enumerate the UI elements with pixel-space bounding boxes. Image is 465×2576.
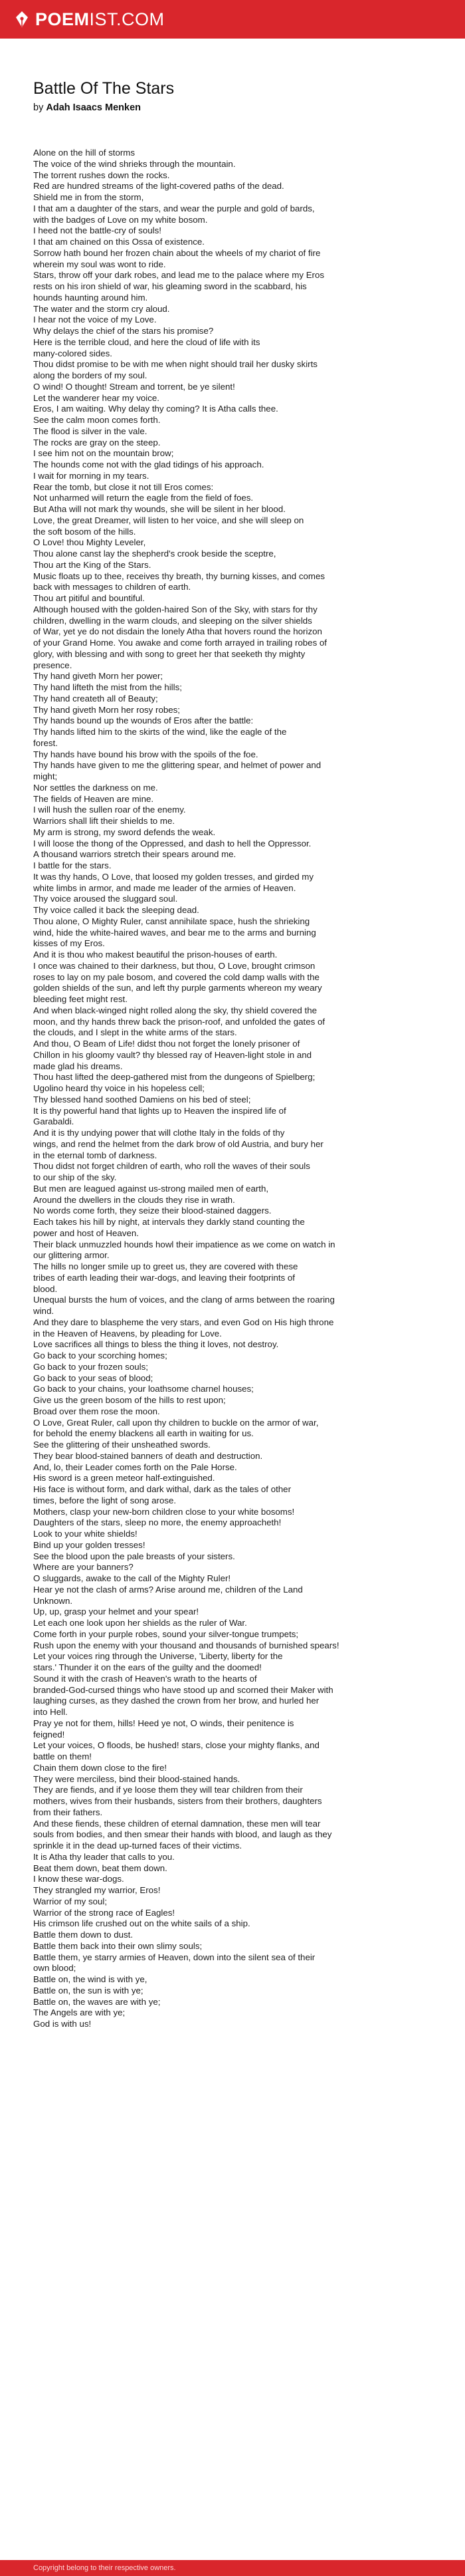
poem-line: Pray ye not for them, hills! Heed ye not, O winds, their penitence is (33, 1718, 294, 1728)
poem-line: Thy hands lifted him to the skirts of the wind, like the eagle of the (33, 727, 287, 737)
poem-line: I heed not the battle-cry of souls! (33, 225, 161, 236)
poem-line: Thou alone canst lay the shepherd's crook beside the sceptre, (33, 549, 276, 559)
poem-body (33, 148, 432, 2030)
poem-line: They strangled my warrior, Eros! (33, 1885, 161, 1895)
poem-line: into Hell. (33, 1707, 68, 1717)
poem-line: It is Atha thy leader that calls to you. (33, 1851, 175, 1862)
poem-line: white limbs in armor, and made me leader of the armies of Heaven. (33, 882, 296, 893)
site-footer (0, 2560, 465, 2576)
poem-line: roses to lay on my pale bosom, and covered the cold damp walls with the (33, 971, 320, 982)
poem-line: Alone on the hill of storms (33, 148, 135, 158)
poem-line: They are fiends, and if ye loose them they will tear children from their (33, 1785, 303, 1795)
poem-line: forest. (33, 737, 58, 748)
poem-line: glory, with blessing and with song to greet her that seeketh thy mighty (33, 648, 306, 659)
poem-line: Battle on, the wind is with ye, (33, 1974, 147, 1984)
poem-line: Where are your banners? (33, 1562, 134, 1573)
poem-line: The hounds come not with the glad tidings of his approach. (33, 459, 264, 469)
poem-line: Thy hand giveth Morn her rosy robes; (33, 704, 180, 715)
poem-line: O Love, Great Ruler, call upon thy children to buckle on the armor of war, (33, 1417, 319, 1428)
poem-line: And they dare to blaspheme the very stars, and even God on His high throne (33, 1317, 334, 1327)
poem-line: Let your voices, O floods, be hushed! stars, close your mighty flanks, and (33, 1740, 320, 1751)
poem-article (33, 78, 432, 2030)
poem-line: O sluggards, awake to the call of the Mighty Ruler! (33, 1573, 231, 1583)
poem-line: They were merciless, bind their blood-stained hands. (33, 1773, 240, 1784)
poem-line: The flood is silver in the vale. (33, 426, 147, 436)
poem-line: Thou didst promise to be with me when night should trail her dusky skirts (33, 359, 318, 370)
poem-line: moon, and thy hands threw back the prison-roof, and unfolded the gates of (33, 1016, 326, 1027)
poem-line: Beat them down, beat them down. (33, 1863, 167, 1873)
poem-line: Sorrow hath bound her frozen chain about the wheels of my chariot of fire (33, 247, 321, 258)
poem-line: Battle on, the waves are with ye; (33, 1996, 161, 2007)
author-link[interactable]: Adah Isaacs Menken (46, 102, 141, 113)
poem-line: Let your voices ring through the Universe, 'Liberty, liberty for the (33, 1651, 283, 1662)
poem-line: Ugolino heard thy voice in his hopeless cell; (33, 1083, 205, 1093)
poem-line: Although housed with the golden-haired Son of the Sky, with stars for thy (33, 604, 318, 614)
poem-line: Why delays the chief of the stars his promise? (33, 326, 214, 336)
poem-line: The voice of the wind shrieks through the mountain. (33, 158, 236, 169)
poem-line: from their fathers. (33, 1807, 103, 1817)
poem-line: And when black-winged night rolled along the sky, thy shield covered the (33, 1005, 317, 1015)
poem-line: Battle them, ye starry armies of Heaven, down into the silent sea of their (33, 1952, 316, 1962)
poem-line: souls from bodies, and then smear their hands with blood, and laugh as they (33, 1829, 332, 1840)
poem-line: Thou art the King of the Stars. (33, 559, 151, 570)
poem-line: Red are hundred streams of the light-covered paths of the dead. (33, 181, 284, 192)
poem-line: But Atha will not mark thy wounds, she will be silent in her blood. (33, 504, 286, 514)
poem-line: of War, yet ye do not disdain the lonely Atha that hovers round the horizon (33, 626, 322, 637)
poem-line: See the calm moon comes forth. (33, 415, 161, 425)
poem-line: Chain them down close to the fire! (33, 1762, 167, 1773)
poem-line: Warriors shall lift their shields to me. (33, 816, 175, 826)
poem-line: Thou didst not forget children of earth, who roll the waves of their souls (33, 1161, 310, 1172)
fountain-pen-nib-icon (13, 11, 31, 28)
poem-line: I wait for morning in my tears. (33, 470, 149, 481)
poem-line: wind, hide the white-haired waves, and bear me to the arms and burning (33, 927, 316, 938)
poem-line: Go back to your scorching homes; (33, 1351, 167, 1360)
poem-line: My arm is strong, my sword defends the weak. (33, 827, 216, 837)
poem-line: Bind up your golden tresses! (33, 1539, 145, 1550)
poem-line: the clouds, and I slept in the white arms of the stars. (33, 1027, 237, 1038)
brand-name-light: IST.COM (89, 9, 165, 29)
poem-line: Rush upon the enemy with your thousand and thousands of burnished spears! (33, 1640, 339, 1650)
poem-line: Thy hand createth all of Beauty; (33, 693, 158, 704)
poem-line: And thou, O Beam of Life! didst thou not forget the lonely prisoner of (33, 1039, 300, 1049)
poem-line: I see him not on the mountain brow; (33, 448, 174, 459)
poem-line: Love, the great Dreamer, will listen to her voice, and she will sleep on (33, 515, 304, 525)
poem-line: Go back to your frozen souls; (33, 1361, 148, 1372)
poem-line: The Angels are with ye; (33, 2007, 126, 2018)
poem-line: Thy hand giveth Morn her power; (33, 671, 163, 682)
poem-line: sprinkle it in the dead up-turned faces of their victims. (33, 1841, 242, 1851)
poem-line: Come forth in your purple robes, sound your silver-tongue trumpets; (33, 1628, 299, 1639)
poem-line: blood. (33, 1283, 58, 1294)
poem-line: And it is thou who makest beautiful the prison-houses of earth. (33, 950, 278, 960)
poem-title: Battle Of The Stars (33, 79, 175, 98)
site-logo[interactable] (13, 9, 165, 30)
poem-line: times, before the light of song arose. (33, 1495, 177, 1505)
poem-line: A thousand warriors stretch their spears around me. (33, 849, 236, 860)
poem-line: Mothers, clasp your new-born children close to your white bosoms! (33, 1506, 295, 1517)
poem-line: Their black unmuzzled hounds howl their impatience as we come on watch in (33, 1239, 335, 1249)
poem-line: And it is thy undying power that will clothe Italy in the folds of thy (33, 1128, 285, 1138)
poem-line: Hear ye not the clash of arms? Arise around me, children of the Land (33, 1584, 303, 1595)
poem-line: Go back to your chains, your loathsome charnel houses; (33, 1384, 254, 1394)
poem-line: laughing curses, as they dashed the crown from her brow, and hurled her (33, 1696, 320, 1706)
poem-line: Unequal bursts the hum of voices, and the clang of arms between the roaring (33, 1295, 335, 1305)
poem-line: of your Grand Home. You awake and come forth arrayed in trailing robes of (33, 638, 327, 648)
poem-line: tribes of earth leading their war-dogs, and leaving their footprints of (33, 1272, 295, 1283)
poem-line: It is thy powerful hand that lights up to Heaven the inspired life of (33, 1105, 286, 1116)
poem-line: The hills no longer smile up to greet us, they are covered with these (33, 1261, 298, 1271)
poem-line: And, lo, their Leader comes forth on the Pale Horse. (33, 1462, 237, 1472)
poem-line: Up, up, grasp your helmet and your spear! (33, 1607, 199, 1617)
poem-line: I know these war-dogs. (33, 1874, 124, 1884)
poem-line: The water and the storm cry aloud. (33, 303, 170, 314)
poem-line: wherein my soul was wont to ride. (33, 259, 166, 269)
poem-line: Around the dwellers in the clouds they rise in wrath. (33, 1194, 235, 1205)
poem-line: Stars, throw off your dark robes, and lead me to the palace where my Eros (33, 270, 325, 281)
poem-line: Battle on, the sun is with ye; (33, 1985, 143, 1996)
poem-line: Shield me in from the storm, (33, 192, 144, 202)
poem-line: our glittering armor. (33, 1250, 110, 1261)
poem-line: Give us the green bosom of the hills to rest upon; (33, 1395, 226, 1405)
poem-line: Go back to your seas of blood; (33, 1372, 153, 1383)
poem-line: the soft bosom of the hills. (33, 526, 136, 537)
poem-line: Battle them down to dust. (33, 1930, 134, 1940)
poem-line: See the blood upon the pale breasts of your sisters. (33, 1551, 235, 1561)
poem-line: for behold the enemy blackens all earth in waiting for us. (33, 1428, 254, 1439)
poem-line: wind. (33, 1306, 54, 1316)
poem-line: Broad over them rose the moon. (33, 1406, 160, 1416)
poem-line: made glad his dreams. (33, 1061, 123, 1071)
poem-line: back with messages to children of earth. (33, 582, 191, 592)
poem-line: battle on them! (33, 1751, 92, 1761)
poem-line: Thy hands bound up the wounds of Eros after the battle: (33, 715, 254, 726)
poem-line: It was thy hands, O Love, that loosed my golden tresses, and girded my (33, 871, 314, 882)
poem-line: But men are leagued against us-strong mailed men of earth, (33, 1183, 269, 1194)
poem-line: in the eternal tomb of darkness. (33, 1150, 157, 1160)
poem-line: Thy voice aroused the sluggard soul. (33, 894, 178, 904)
poem-line: I once was chained to their darkness, but thou, O Love, brought crimson (33, 960, 316, 971)
poem-line: I will loose the thong of the Oppressed, and dash to hell the Oppressor. (33, 838, 312, 848)
poem-line: Here is the terrible cloud, and here the cloud of life with its (33, 336, 260, 347)
poem-line: God is with us! (33, 2019, 92, 2029)
poem-line: Thou art pitiful and bountiful. (33, 593, 145, 603)
poem-line: I that am chained on this Ossa of existence. (33, 237, 205, 247)
poem-line: Warrior of my soul; (33, 1896, 108, 1906)
poem-line: Thy hands have bound his brow with the spoils of the foe. (33, 749, 258, 759)
poem-line: No words come forth, they seize their blood-stained daggers. (33, 1206, 272, 1216)
copyright-notice: Copyright belong to their respective owners. (33, 2564, 176, 2572)
poem-line: in the Heaven of Heavens, by pleading for Love. (33, 1328, 222, 1339)
poem-line: feigned! (33, 1729, 65, 1739)
poem-line: rests on his iron shield of war, his gleaming sword in the scabbard, his (33, 281, 307, 291)
poem-line: I that am a daughter of the stars, and wear the purple and gold of bards, (33, 203, 315, 213)
poem-line: power and host of Heaven. (33, 1227, 139, 1238)
poem-line: Thou alone, O Mighty Ruler, canst annihilate space, hush the shrieking (33, 916, 310, 926)
poem-line: Music floats up to thee, receives thy breath, thy burning kisses, and comes (33, 571, 326, 581)
poem-line: The torrent rushes down the rocks. (33, 170, 170, 180)
poem-line: wings, and rend the helmet from the dark brow of old Austria, and bury her (33, 1138, 324, 1149)
poem-line: O wind! O thought! Stream and torrent, be ye silent! (33, 381, 235, 392)
poem-byline (33, 102, 432, 113)
poem-line: branded-God-cursed things who have stood up and scorned their Maker with (33, 1684, 333, 1695)
poem-line: Look to your white shields! (33, 1529, 138, 1539)
poem-line: Thy blessed hand soothed Damiens on his bed of steel; (33, 1094, 251, 1104)
poem-line: Battle them back into their own slimy souls; (33, 1940, 203, 1951)
poem-line: to our ship of the sky. (33, 1172, 117, 1182)
poem-line: Daughters of the stars, sleep no more, the enemy approacheth! (33, 1517, 282, 1528)
poem-line: bleeding feet might rest. (33, 994, 128, 1004)
poem-line: golden shields of the sun, and left thy purple garments whereon my weary (33, 983, 322, 993)
poem-line: They bear blood-stained banners of death and destruction. (33, 1450, 263, 1461)
poem-line: own blood; (33, 1963, 76, 1974)
poem-line: I hear not the voice of my Love. (33, 315, 157, 325)
poem-line: His crimson life crushed out on the white sails of a ship. (33, 1918, 250, 1929)
poem-line: I battle for the stars. (33, 860, 112, 870)
poem-line: His face is without form, and dark withal, dark as the tales of other (33, 1484, 292, 1494)
poem-line: His sword is a green meteor half-extinguished. (33, 1473, 215, 1483)
poem-line: Let the wanderer hear my voice. (33, 392, 159, 403)
poem-line: The rocks are gray on the steep. (33, 437, 161, 448)
poem-line: with the badges of Love on my white bosom. (33, 214, 208, 225)
poem-line: Thy hand lifteth the mist from the hills; (33, 682, 182, 692)
poem-line: Love sacrifices all things to bless the thing it loves, not destroy. (33, 1339, 279, 1350)
poem-line: And these fiends, these children of eternal damnation, these men will tear (33, 1818, 321, 1829)
poem-line: might; (33, 771, 58, 781)
poem-line: Sound it with the crash of Heaven's wrath to the hearts of (33, 1673, 257, 1684)
poem-line: See the glittering of their unsheathed swords. (33, 1440, 211, 1450)
poem-line: Garabaldi. (33, 1116, 74, 1127)
poem-line: I will hush the sullen roar of the enemy. (33, 805, 186, 815)
poem-line: Thy voice called it back the sleeping dead. (33, 905, 199, 915)
poem-line: Thy hands have given to me the glittering spear, and helmet of power and (33, 760, 322, 771)
poem-line: Rear the tomb, but close it not till Eros comes: (33, 481, 214, 492)
poem-line: presence. (33, 660, 72, 670)
poem-line: Unknown. (33, 1595, 73, 1606)
poem-line: stars.' Thunder it on the ears of the guilty and the doomed! (33, 1662, 262, 1672)
poem-line: along the borders of my soul. (33, 370, 147, 380)
brand-name-strong: POEM (35, 9, 90, 29)
poem-line: Not unharmed will return the eagle from the field of foes. (33, 493, 254, 503)
poem-line: Chillon in his gloomy vault? thy blessed ray of Heaven-light stole in and (33, 1049, 312, 1060)
poem-line: Nor settles the darkness on me. (33, 782, 158, 793)
poem-line: mothers, wives from their husbands, sisters from their brothers, daughters (33, 1796, 322, 1806)
poem-line: Each takes his hill by night, at intervals they darkly stand counting the (33, 1217, 305, 1227)
poem-line: Let each one look upon her shields as the ruler of War. (33, 1618, 247, 1628)
poem-line: The fields of Heaven are mine. (33, 793, 154, 804)
site-header (0, 0, 465, 39)
poem-line: children, dwelling in the warm clouds, and sleeping on the silver shields (33, 615, 312, 626)
poem-line: kisses of my Eros. (33, 938, 105, 949)
poem-line: Warrior of the strong race of Eagles! (33, 1907, 175, 1918)
byline-prefix: by (33, 102, 44, 113)
poem-line: Eros, I am waiting. Why delay thy coming? It is Atha calls thee. (33, 404, 278, 414)
poem-line: Thou hast lifted the deep-gathered mist from the dungeons of Spielberg; (33, 1072, 316, 1083)
poem-line: many-colored sides. (33, 348, 112, 358)
poem-line: hounds haunting around him. (33, 292, 148, 303)
poem-line: O Love! thou Mighty Leveler, (33, 537, 146, 548)
